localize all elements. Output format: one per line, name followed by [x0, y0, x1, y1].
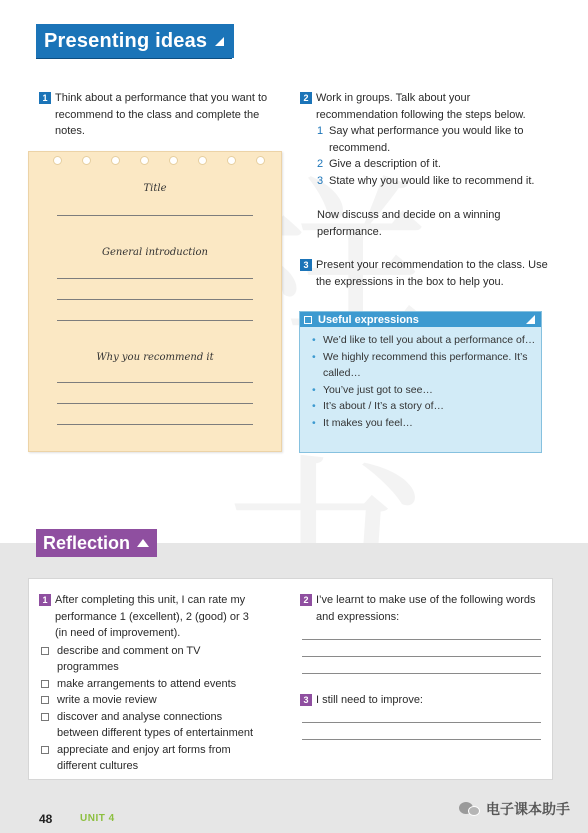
checkbox[interactable] [41, 696, 49, 704]
checklist-text: write a movie review [57, 694, 157, 706]
notepad-hole [140, 156, 149, 165]
task-1 [39, 90, 281, 140]
expressions-list [312, 332, 537, 431]
task-number-badge: 3 [300, 259, 312, 271]
writing-line[interactable] [57, 382, 253, 383]
question-number-badge: 3 [300, 694, 312, 706]
note-title-label: Title [143, 183, 167, 194]
checkbox[interactable] [41, 680, 49, 688]
watermark [459, 799, 570, 819]
checklist-item[interactable] [39, 692, 264, 709]
checklist-text: make arrangements to attend events [57, 677, 237, 690]
useful-expressions-box [299, 311, 542, 453]
note-intro-label: General introduction [102, 247, 208, 258]
notepad-hole [227, 156, 236, 165]
step-number: 3 [317, 174, 324, 187]
section-title: Presenting ideas [44, 29, 208, 52]
notepad-hole [198, 156, 207, 165]
step-number: 2 [317, 158, 324, 170]
discuss-text: Now discuss and decide on a winning performance. [317, 209, 501, 238]
step-item [317, 173, 548, 190]
expression-text: We’d like to tell you about a performance of… [323, 334, 536, 346]
checklist-text: appreciate and enjoy art forms from different cultures [57, 743, 231, 772]
bullet-icon: • [312, 334, 316, 346]
writing-line[interactable] [57, 278, 253, 279]
checkbox[interactable] [41, 713, 49, 721]
presenting-ideas-banner [36, 24, 234, 58]
checklist-text: describe and comment on TV programmes [57, 644, 201, 673]
step-text: Give a description of it. [329, 158, 441, 170]
step-text: Say what performance you would like to recommend. [329, 125, 524, 154]
checklist-item[interactable] [39, 709, 264, 742]
checkbox[interactable] [41, 647, 49, 655]
writing-line[interactable] [57, 299, 253, 300]
reflection-q2 [300, 592, 545, 625]
writing-line[interactable] [57, 215, 253, 216]
notepad-hole [53, 156, 62, 165]
q3-text: I still need to improve: [316, 694, 423, 706]
step-item [317, 156, 548, 173]
notepad-hole [256, 156, 265, 165]
task-2-text: Work in groups. Talk about your recommendation following the steps below. [316, 92, 526, 121]
useful-expressions-title: Useful expressions [318, 313, 419, 326]
chat-bubble-icon [459, 800, 481, 818]
bullet-icon: • [312, 383, 316, 396]
answer-line[interactable] [302, 739, 541, 740]
useful-expressions-header [300, 312, 541, 327]
answer-line[interactable] [302, 656, 541, 657]
notepad [28, 151, 282, 452]
corner-triangle-icon [215, 37, 224, 46]
notepad-hole [169, 156, 178, 165]
bullet-icon: • [312, 350, 316, 363]
checklist-item[interactable] [39, 643, 264, 676]
task-2 [300, 90, 548, 189]
answer-line[interactable] [302, 722, 541, 723]
checkbox[interactable] [41, 746, 49, 754]
up-triangle-icon [137, 539, 149, 547]
checklist-item[interactable] [39, 676, 264, 693]
bullet-icon: • [312, 416, 316, 429]
expression-text: We highly recommend this performance. It’s called… [323, 350, 528, 379]
q1-text: After completing this unit, I can rate my performance 1 (excellent), 2 (good) or 3 (in need of improvement). [55, 594, 249, 639]
writing-line[interactable] [57, 320, 253, 321]
notepad-hole [111, 156, 120, 165]
reflection-title: Reflection [43, 532, 131, 553]
task-3-text: Present your recommendation to the class. Use the expressions in the box to help you. [316, 259, 548, 288]
step-number: 1 [317, 125, 324, 137]
unit-label: UNIT 4 [80, 813, 115, 824]
page-number: 48 [39, 812, 53, 826]
question-number-badge: 1 [39, 594, 51, 606]
answer-line[interactable] [302, 673, 541, 674]
writing-line[interactable] [57, 424, 253, 425]
watermark-text: 电子课本助手 [486, 801, 570, 817]
list-item [312, 332, 537, 349]
list-item [312, 382, 537, 399]
corner-triangle-icon [526, 315, 535, 324]
list-item [312, 415, 537, 432]
step-text: State why you would like to recommend it. [329, 174, 535, 187]
reflection-banner [36, 529, 157, 557]
task-1-text: Think about a performance that you want to recommend to the class and complete the notes. [55, 92, 268, 137]
bullet-icon: • [312, 400, 316, 412]
square-icon [304, 316, 312, 324]
checklist-item[interactable] [39, 742, 264, 775]
list-item [312, 398, 537, 415]
expression-text: It’s about / It’s a story of… [323, 400, 445, 412]
notepad-hole [82, 156, 91, 165]
note-why-label: Why you recommend it [96, 352, 214, 363]
expression-text: It makes you feel… [323, 416, 413, 429]
step-item [317, 123, 548, 156]
reflection-q3 [300, 692, 545, 709]
answer-line[interactable] [302, 639, 541, 640]
task-number-badge: 2 [300, 92, 312, 104]
task-3 [300, 257, 548, 290]
expression-text: You’ve just got to see… [323, 383, 433, 396]
list-item [312, 349, 537, 382]
writing-line[interactable] [57, 403, 253, 404]
q2-text: I’ve learnt to make use of the following words and expressions: [316, 594, 536, 623]
reflection-q1 [39, 592, 264, 775]
task-number-badge: 1 [39, 92, 51, 104]
checklist-text: discover and analyse connections between different types of entertainment [57, 710, 254, 739]
question-number-badge: 2 [300, 594, 312, 606]
